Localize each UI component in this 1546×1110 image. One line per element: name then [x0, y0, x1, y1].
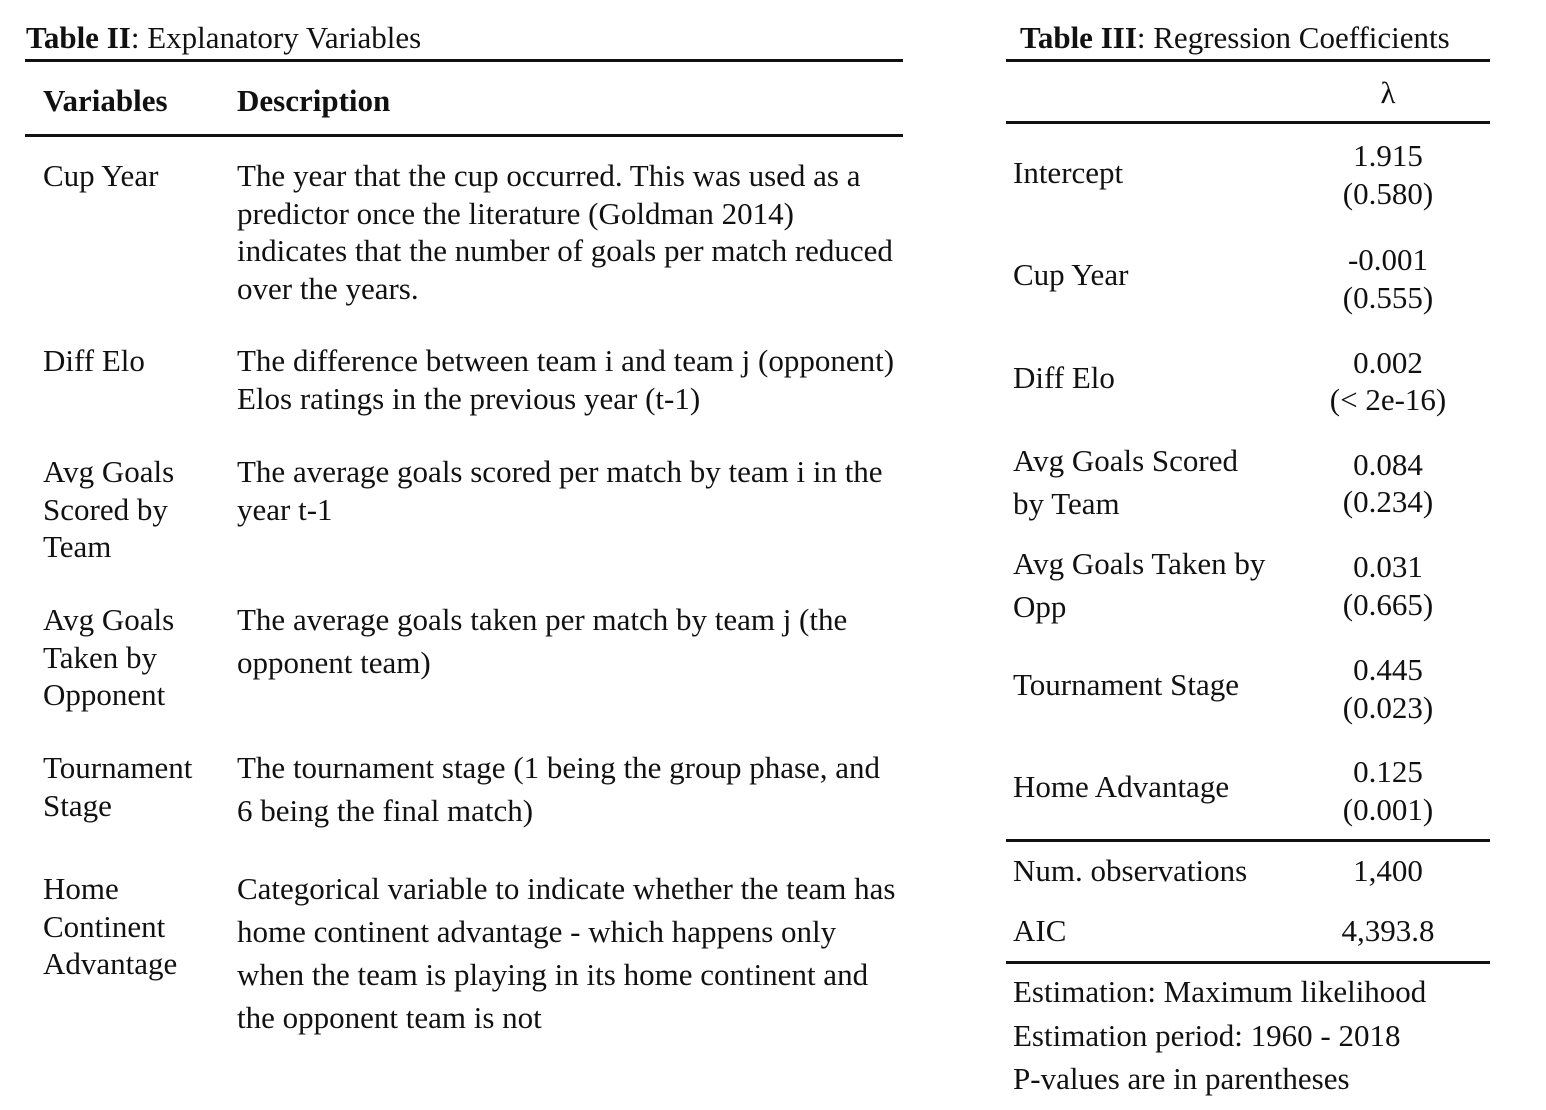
table3-note: Estimation: Maximum likelihood — [1013, 974, 1427, 1009]
table3-bottom-rule — [1006, 961, 1490, 964]
table3-pval: (0.001) — [1342, 792, 1434, 827]
table3-header-rule — [1006, 121, 1490, 124]
table2-variable: Home Continent Advantage — [43, 871, 178, 981]
table3-row-label: Avg Goals Scored by Team — [1013, 443, 1238, 521]
table2-description: The average goals scored per match by team i in the year t-1 — [237, 454, 883, 527]
table2-description: The average goals taken per match by team j (the opponent team) — [237, 602, 848, 680]
table3-note: Estimation period: 1960 - 2018 — [1013, 1018, 1401, 1053]
table3-caption-text: : Regression Coefficients — [1136, 20, 1450, 55]
table2-variable: Cup Year — [43, 158, 159, 193]
table2-caption — [26, 20, 421, 56]
table2-variable: Avg Goals Taken by Opponent — [43, 602, 175, 712]
table3-stat-value: 4,393.8 — [1341, 913, 1435, 948]
table3-caption — [1020, 20, 1450, 56]
table3-row-label: Tournament Stage — [1013, 667, 1239, 702]
table2-description: The year that the cup occurred. This was used as a predictor once the literature (Goldman 2014) indicates that the number of goals per match reduced over the years. — [237, 158, 893, 306]
table2-caption-text: : Explanatory Variables — [130, 20, 422, 55]
table2-variable: Diff Elo — [43, 343, 145, 378]
table2-description: The difference between team i and team j (opponent) Elos ratings in the previous year (t-1) — [237, 343, 895, 416]
table3-top-rule — [1006, 59, 1490, 62]
table3-pval: (0.580) — [1342, 176, 1434, 211]
table3-stat-label: Num. observations — [1013, 853, 1248, 888]
table3-stat-value: 1,400 — [1353, 853, 1423, 888]
table2-variable: Tournament Stage — [43, 750, 193, 823]
table3-row-label: Intercept — [1013, 155, 1124, 190]
table3-coef: 0.445 — [1353, 652, 1423, 687]
table3-pval: (0.555) — [1342, 280, 1434, 315]
table2-variable: Avg Goals Scored by Team — [43, 454, 175, 564]
table3-row-label: Avg Goals Taken by Opp — [1013, 546, 1266, 624]
table3-row-label: Cup Year — [1013, 257, 1129, 292]
table3-caption-label: Table III — [1020, 20, 1137, 55]
table3-pval: (0.234) — [1342, 484, 1434, 519]
table3-coef: 0.084 — [1353, 447, 1423, 482]
table3-coef: -0.001 — [1347, 242, 1429, 277]
table2-header-description: Description — [237, 83, 391, 118]
table3-stat-label: AIC — [1013, 913, 1067, 948]
table3-coef: 0.002 — [1353, 345, 1423, 380]
table2-header-variables: Variables — [43, 83, 168, 118]
table3-row-label: Diff Elo — [1013, 360, 1115, 395]
table3-header-lambda: λ — [1380, 75, 1396, 110]
table3-pval: (< 2e-16) — [1329, 382, 1447, 417]
table3-coef: 0.125 — [1353, 754, 1423, 789]
table2-description: Categorical variable to indicate whether the team has home continent advantage - which happens only when the team is playing in its home continent and the opponent team is not — [237, 871, 896, 1035]
table2-top-rule — [25, 59, 903, 62]
table2-description: The tournament stage (1 being the group phase, and 6 being the final match) — [237, 750, 881, 828]
table3-row-label: Home Advantage — [1013, 769, 1230, 804]
table2-caption-label: Table II — [26, 20, 131, 55]
table3-pval: (0.665) — [1342, 587, 1434, 622]
table3-note: P-values are in parentheses — [1013, 1061, 1350, 1096]
table3-coef: 0.031 — [1353, 549, 1423, 584]
table3-mid-rule — [1006, 839, 1490, 842]
table3-coef: 1.915 — [1353, 138, 1423, 173]
table2-header-rule — [25, 134, 903, 137]
table3-pval: (0.023) — [1342, 690, 1434, 725]
